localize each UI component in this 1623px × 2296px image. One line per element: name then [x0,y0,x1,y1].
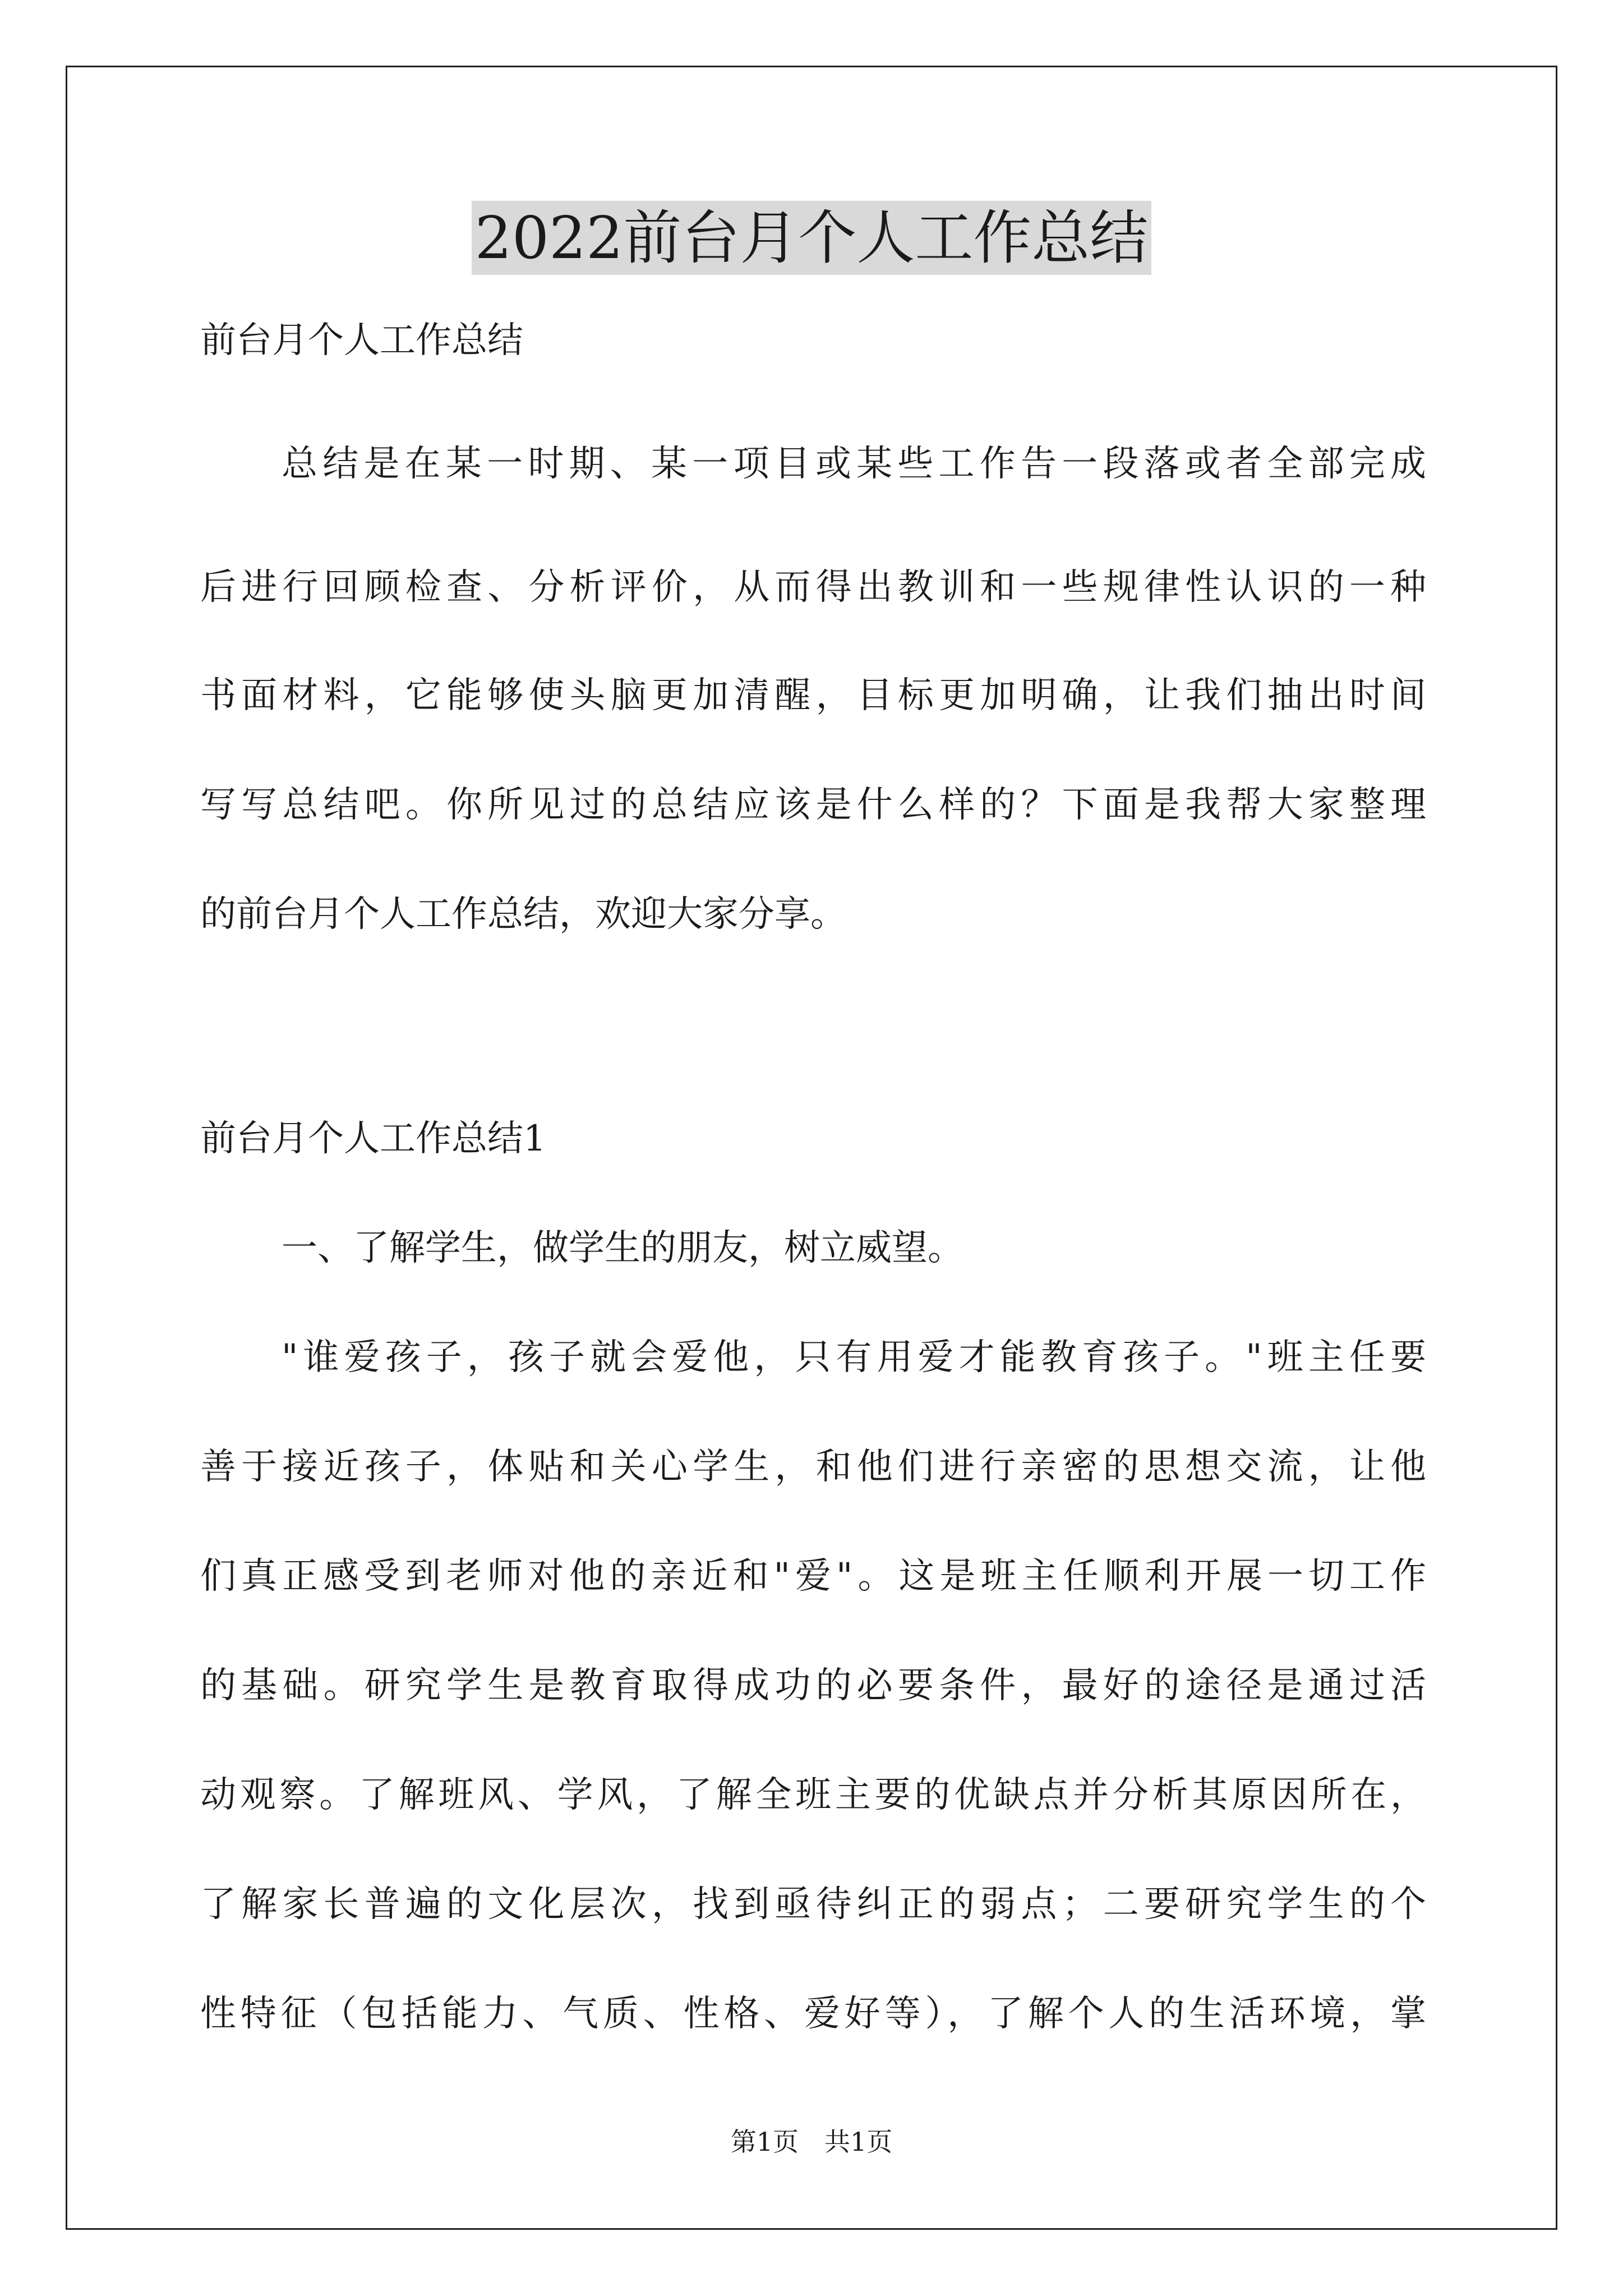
paragraph-line: 的前台月个人工作总结，欢迎大家分享。 [200,894,846,935]
paragraph-line: 动观察。了解班风、学风，了解全班主要的优缺点并分析其原因所在， [200,1774,1426,1816]
paragraph-line: 后进行回顾检查、分析评价，从而得出教训和一些规律性认识的一种 [200,567,1426,608]
paragraph-line: 性特征（包括能力、气质、性格、爱好等），了解个人的生活环境，掌 [200,1993,1426,2035]
paragraph-line: 善于接近孩子，体贴和关心学生，和他们进行亲密的思想交流，让他 [200,1446,1426,1488]
subtitle-line: 前台月个人工作总结 [200,320,523,361]
section-heading: 前台月个人工作总结1 [200,1118,546,1159]
paragraph-line: 总结是在某一时期、某一项目或某些工作告一段落或者全部完成 [282,443,1426,485]
paragraph-line: 的基础。研究学生是教育取得成功的必要条件，最好的途径是通过活 [200,1665,1426,1706]
paragraph-line: 了解家长普遍的文化层次，找到亟待纠正的弱点；二要研究学生的个 [200,1884,1426,1925]
page-footer: 第1页 共1页 [730,2127,893,2157]
paragraph-line: 书面材料，它能够使头脑更加清醒，目标更加明确，让我们抽出时间 [200,675,1426,716]
paragraph-line: 一、了解学生，做学生的朋友，树立威望。 [282,1227,963,1269]
title-container [0,201,1623,275]
paragraph-line: 写写总结吧。你所见过的总结应该是什么样的？下面是我帮大家整理 [200,784,1426,826]
document-title: 2022前台月个人工作总结 [472,201,1152,275]
paragraph-line: 们真正感受到老师对他的亲近和"爱"。这是班主任顺利开展一切工作 [200,1556,1426,1597]
paragraph-line: "谁爱孩子，孩子就会爱他，只有用爱才能教育孩子。"班主任要 [282,1337,1426,1378]
